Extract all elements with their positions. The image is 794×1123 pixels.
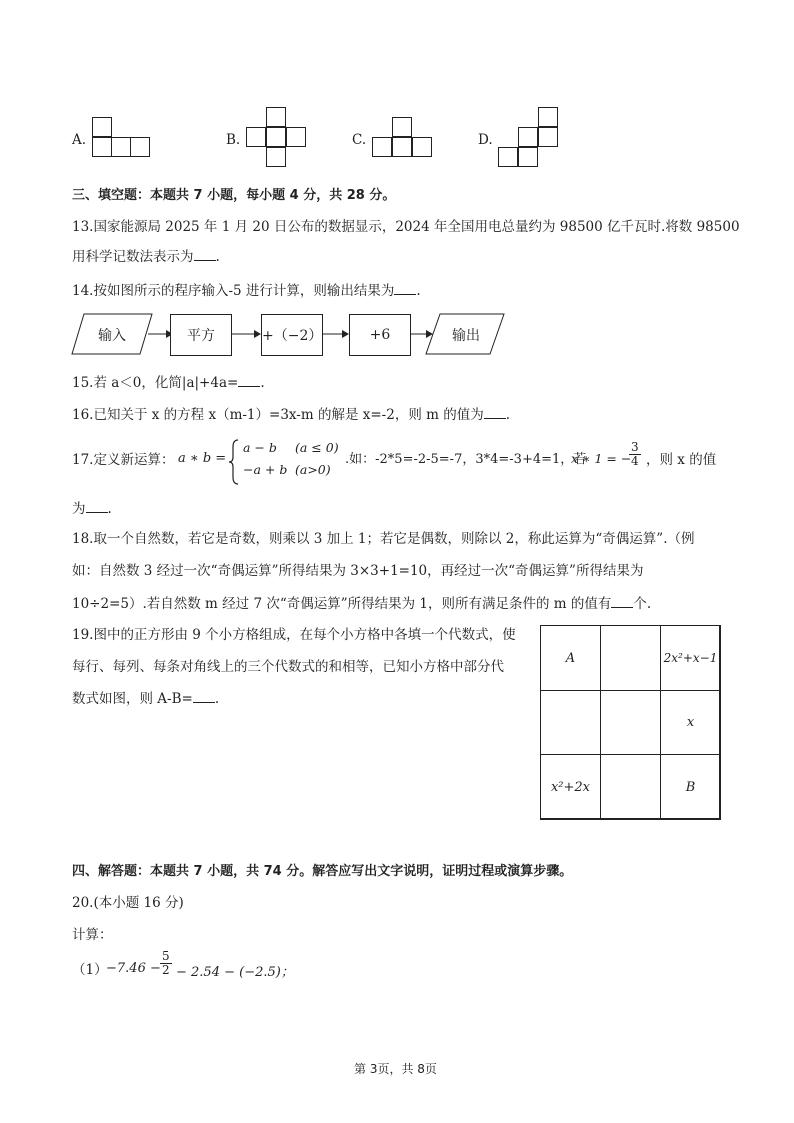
q17-case1-cond: (a ≤ 0) xyxy=(295,440,339,455)
answer-blank xyxy=(484,404,506,419)
square xyxy=(498,147,518,167)
page-footer: 第 3页，共 8页 xyxy=(354,1062,437,1076)
q15-text: 15.若 a＜0，化简|a|+4a= . xyxy=(72,372,265,393)
q20-fraction xyxy=(160,950,172,977)
square xyxy=(92,137,112,157)
answer-blank xyxy=(394,280,416,295)
square xyxy=(372,137,392,157)
q19-line2: 每行、每列、每条对角线上的三个代数式的和相等，已知小方格中部分代 xyxy=(72,659,504,675)
q13-line2: 用科学记数法表示为 . xyxy=(72,246,220,267)
flow-plus6-box xyxy=(349,314,411,356)
q20-title: 20.(本小题 16 分) xyxy=(72,895,184,911)
brace-icon xyxy=(228,439,240,485)
q17-fraction xyxy=(629,441,641,468)
square xyxy=(111,137,131,157)
flow-plus6-label: +6 xyxy=(369,327,391,343)
magic-square-cell: B xyxy=(660,754,721,820)
square xyxy=(392,117,412,137)
answer-blank xyxy=(611,593,633,608)
flow-input-label: 输入 xyxy=(98,328,126,344)
option-d-label: D. xyxy=(478,132,493,148)
magic-square-cell: A xyxy=(540,625,601,691)
magic-square-grid xyxy=(540,625,720,819)
square xyxy=(518,147,538,167)
flow-output-label: 输出 xyxy=(452,328,480,344)
flow-minus2-label: +（−2） xyxy=(262,328,323,344)
answer-blank xyxy=(193,688,215,703)
q17-eq: x ∗ 1 = − xyxy=(571,451,632,466)
q17-case2-cond: (a>0) xyxy=(295,462,331,477)
q17-line2: 为 . xyxy=(72,498,112,519)
q18-line1: 18.取一个自然数，若它是奇数，则乘以 3 加上 1；若它是偶数，则除以 2，称此运算为“奇偶运算”.（例 xyxy=(72,531,695,547)
square xyxy=(266,107,286,127)
q19-line1: 19.图中的正方形由 9 个小方格组成，在每个小方格中各填一个代数式，使 xyxy=(72,627,516,643)
section-4-title: 四、解答题：本题共 7 小题，共 74 分。解答应写出文字说明，证明过程或演算步骤。 xyxy=(72,864,573,879)
arrow-2-head xyxy=(254,330,261,338)
magic-square-cell: 2x²+x−1 xyxy=(660,625,721,691)
square xyxy=(246,127,266,147)
flow-square-label: 平方 xyxy=(187,328,215,344)
q20-subtitle: 计算： xyxy=(72,927,113,943)
square xyxy=(266,127,286,147)
magic-square-cell xyxy=(540,690,601,755)
square xyxy=(130,137,150,157)
magic-square-cell xyxy=(600,690,661,755)
q13-line1: 13.国家能源局 2025 年 1 月 20 日公布的数据显示，2024 年全国用电总量约为 98500 亿千瓦时.将数 98500 xyxy=(72,219,740,235)
option-c-label: C. xyxy=(352,132,367,148)
fraction-denominator: 2 xyxy=(162,963,170,977)
magic-square-cell: x²+2x xyxy=(540,754,601,820)
magic-square-cell xyxy=(600,754,661,820)
q17-lhs: a ∗ b = xyxy=(178,451,227,466)
q20-item1-expr-b: − 2.54 − (−2.5)； xyxy=(176,965,294,980)
q18-line3: 10÷2=5）.若自然数 m 经过 7 次“奇偶运算”所得结果为 1，则所有满足条件的 m 的值有 个. xyxy=(72,593,651,614)
magic-square-cell xyxy=(600,625,661,691)
square xyxy=(538,107,558,127)
q17-middle: .如：-2*5=-2-5=-7，3*4=-3+4=1，若 xyxy=(345,452,587,467)
q17-suffix: ，则 x 的值 xyxy=(646,452,717,468)
q17-case1-expr: a − b xyxy=(243,440,277,455)
square xyxy=(392,137,412,157)
q18-line2: 如：自然数 3 经过一次“奇偶运算”所得结果为 3×3+1=10，再经过一次“奇偶运算”所得结果为 xyxy=(72,563,644,579)
square xyxy=(412,137,432,157)
square xyxy=(266,147,286,167)
square xyxy=(286,127,306,147)
flow-square-box xyxy=(170,314,232,356)
fraction-numerator: 5 xyxy=(162,949,170,963)
answer-blank xyxy=(86,498,108,513)
square xyxy=(92,117,112,137)
q14-text: 14.按如图所示的程序输入-5 进行计算，则输出结果为 . xyxy=(72,280,421,301)
arrow-3-head xyxy=(342,330,349,338)
q20-item1-expr-a: −7.46 − xyxy=(106,961,161,976)
q19-line3: 数式如图，则 A-B= . xyxy=(72,688,219,709)
answer-blank xyxy=(194,246,216,261)
flow-minus2-box xyxy=(261,314,323,356)
section-3-title: 三、填空题：本题共 7 小题，每小题 4 分，共 28 分。 xyxy=(72,188,396,203)
square xyxy=(518,127,538,147)
q17-case2-expr: −a + b xyxy=(243,462,288,477)
fraction-denominator: 4 xyxy=(631,454,639,468)
option-a-label: A. xyxy=(72,132,87,148)
fraction-numerator: 3 xyxy=(631,440,639,454)
square xyxy=(538,127,558,147)
q17-prefix: 17.定义新运算： xyxy=(72,452,175,468)
answer-blank xyxy=(238,372,260,387)
magic-square-cell: x xyxy=(660,690,721,755)
option-b-label: B. xyxy=(226,132,241,148)
q20-item1-prefix: （1） xyxy=(72,962,108,978)
q16-text: 16.已知关于 x 的方程 x（m-1）=3x-m 的解是 x=-2，则 m 的值为 . xyxy=(72,404,510,425)
